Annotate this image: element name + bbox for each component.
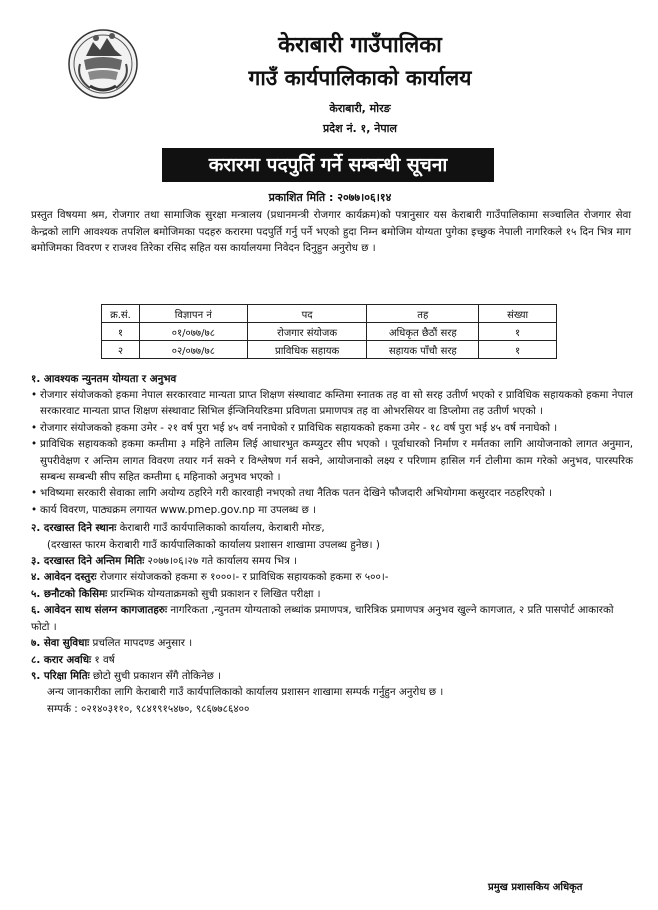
table-row bbox=[102, 341, 557, 359]
list-item: • प्राविधिक सहायकको हकमा कम्तीमा ३ महिने तालिम लिई आधारभुत कम्प्युटर सीप भएको । पूर्वाधारको निर्माण र मर्मतका लागि आयोजनाको लागत अनुमान, सुपरीवेक्षण र अन्तिम लागत विवरण तयार गर्न सक्ने र विश्लेषण गर्न सक्ने, आयोजनाको लक्ष्य र परिणाम हासिल गर्न टोलीमा काम गरेको अनुभव, पारस्परिक सम्बन्ध सम्बन्धी सीप सहित कम्तीमा ६ महिनाको अनुभव भएको । bbox=[31, 436, 633, 485]
office-subtitle: गाउँ कार्यपालिकाको कार्यालय bbox=[248, 66, 472, 90]
item-text: प्रचलित मापदण्ड अनुसार । bbox=[89, 637, 193, 650]
table-row bbox=[102, 323, 557, 341]
list-item: • कार्य विवरण, पाठ्यक्रम लगायत www.pmep.gov.np मा उपलब्ध छ । bbox=[31, 502, 633, 518]
item-text: २०७७।०६।२७ गते कार्यालय समय भित्र । bbox=[144, 555, 297, 568]
cell-post: रोजगार संयोजक bbox=[247, 323, 367, 341]
vacancy-table bbox=[101, 304, 557, 359]
nepal-government-emblem-icon bbox=[66, 26, 140, 100]
item-text: प्रारम्भिक योग्यताक्रमको सुची प्रकाशन र लिखित परीक्षा । bbox=[107, 587, 321, 600]
item-label: ५. छनौटको किसिमः bbox=[31, 587, 108, 600]
cell-advert-no: ०१/०७७/७८ bbox=[139, 323, 247, 341]
item-text: (दरखास्त फारम केराबारी गाउँ कार्यपालिकाको कार्यालय प्रशासन शाखामा उपलब्ध हुनेछ। ) bbox=[47, 538, 380, 551]
col-header-post: पद bbox=[247, 305, 367, 323]
contact-note: अन्य जानकारीका लागि केराबारी गाउँ कार्यपालिकाको कार्यालय प्रशासन शाखामा सम्पर्क गर्नुहुन अनुरोध छ । bbox=[47, 686, 444, 699]
item-label: ७. सेवा सुविधाः bbox=[31, 637, 90, 650]
list-item: • भविष्यमा सरकारी सेवाका लागि अयोग्य ठहरिने गरी कारवाही नभएको तथा नैतिक पतन देखिने फौजदारी अभियोगमा कसुरदार नठहरिएको । bbox=[31, 485, 633, 501]
item-text: नागरिकता ,न्युनतम योग्यताको लब्धांक प्रमाणपत्र, चारित्रिक प्रमाणपत्र अनुभव खुल्ने कागजात, २ प्रति पासपोर्ट आकारको फोटो । bbox=[31, 604, 614, 633]
cell-advert-no: ०२/०७७/७८ bbox=[139, 341, 247, 359]
item-deadline bbox=[31, 553, 633, 569]
col-header-count: संख्या bbox=[479, 305, 557, 323]
item-text: रोजगार संयोजकको हकमा रु १०००।- र प्राविधिक सहायकको हकमा रु ५००।- bbox=[96, 571, 389, 584]
table-header-row bbox=[102, 305, 557, 323]
cell-count: १ bbox=[479, 341, 557, 359]
intro-paragraph: प्रस्तुत विषयमा श्रम, रोजगार तथा सामाजिक सुरक्षा मन्त्रालय (प्रधानमन्त्री रोजगार कार्यक्रम)को पत्रानुसार यस केराबारी गाउँपालिकामा सञ्चालित रोजगार सेवा केन्द्रको लागि आवश्यक तपशिल बमोजिमका पदहरु करारमा पदपुर्ति गर्नु पर्ने भएको हुदा निम्न बमोजिम योग्यता पुगेका इच्छुक नेपाली नागरिकले १५ दिन भित्र माग बमोजिमका विवरण र राजश्व तिरेका रसिद सहित यस कार्यालयमा निवेदन दिनुहुन अनुरोध छ । bbox=[31, 209, 631, 254]
published-date: प्रकाशित मिति : २०७७।०६।१४ bbox=[268, 191, 392, 204]
cell-serial: २ bbox=[102, 341, 140, 359]
list-item: • रोजगार संयोजकको हकमा उमेर - २१ वर्ष पुरा भई ४५ वर्ष ननाघेको र प्राविधिक सहायकको हकमा उमेर - १८ वर्ष पुरा भई ४५ वर्ष ननाघेको । bbox=[31, 420, 633, 436]
contact-numbers: सम्पर्क : ०२१४०३११०, ९८४१९१५४७०, ९८६७७८६४०० bbox=[47, 702, 250, 715]
cell-level: सहायक पाँचौ सरह bbox=[367, 341, 479, 359]
item-application-form-note bbox=[31, 537, 633, 553]
col-header-level: तह bbox=[367, 305, 479, 323]
item-text: केराबारी गाउँ कार्यपालिकाको कार्यालय, केराबारी मोरङ, bbox=[116, 522, 325, 535]
cell-level: अधिकृत छैठौं सरह bbox=[367, 323, 479, 341]
item-label: ३. दरखास्त दिने अन्तिम मितिः bbox=[31, 555, 145, 568]
office-province: प्रदेश नं. १, नेपाल bbox=[323, 122, 397, 135]
item-selection bbox=[31, 586, 633, 602]
item-text: छोटो सुची प्रकाशन सँगै तोकिनेछ । bbox=[89, 669, 222, 682]
item-application-place bbox=[31, 520, 633, 536]
item-label: ८. करार अवधिः bbox=[31, 653, 92, 666]
col-header-serial: क्र.सं. bbox=[102, 305, 140, 323]
cell-post: प्राविधिक सहायक bbox=[247, 341, 367, 359]
item-label: ४. आवेदन दस्तुरः bbox=[31, 571, 97, 584]
item-label: २. दरखास्त दिने स्थानः bbox=[31, 522, 117, 535]
signature-designation: प्रमुख प्रशासकिय अधिकृत bbox=[488, 882, 583, 893]
notice-body bbox=[31, 371, 633, 717]
section-qualifications-title: १. आवश्यक न्युनतम योग्यता र अनुभव bbox=[31, 373, 177, 385]
item-text: १ वर्ष bbox=[91, 653, 115, 666]
cell-serial: १ bbox=[102, 323, 140, 341]
item-label: ६. आवेदन साथ संलग्न कागजातहरुः bbox=[31, 604, 168, 617]
item-label: ९. परिक्षा मितिः bbox=[31, 669, 90, 682]
cell-count: १ bbox=[479, 323, 557, 341]
item-exam-date bbox=[31, 668, 633, 684]
col-header-advert-no: विज्ञापन नं bbox=[139, 305, 247, 323]
item-contract-period bbox=[31, 652, 633, 668]
office-address: केराबारी, मोरङ bbox=[329, 102, 391, 115]
notice-title-banner: करारमा पदपुर्ति गर्ने सम्बन्धी सूचना bbox=[162, 148, 494, 182]
item-fee bbox=[31, 569, 633, 585]
item-facilities bbox=[31, 635, 633, 651]
item-documents bbox=[31, 602, 633, 635]
office-title: केराबारी गाउँपालिका bbox=[278, 33, 442, 58]
list-item: • रोजगार संयोजकको हकमा नेपाल सरकारवाट मान्यता प्राप्त शिक्षण संस्थावाट कम्तिमा स्नातक तह वा सो सरह उतीर्ण भएको र प्राविधिक सहायकको हकमा नेपाल सरकारवाट मान्यता प्राप्त शिक्षण संस्थावाट सिभिल ईन्जिनियरिङमा प्रविणता प्रमाणपत्र तह वा ओभरसियर वा डिप्लोमा तह उतीर्ण भएको । bbox=[31, 387, 633, 420]
